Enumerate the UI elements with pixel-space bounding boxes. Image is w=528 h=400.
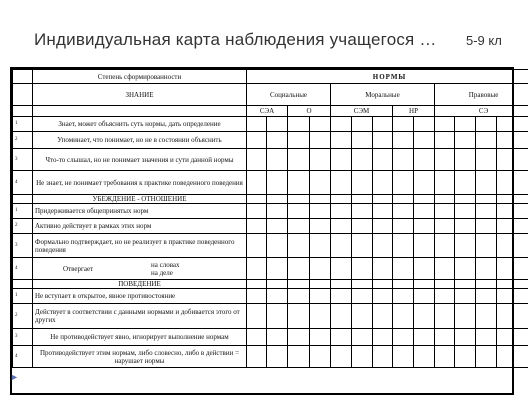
subcol-se: СЭ: [435, 106, 528, 117]
mark-cell: [435, 195, 455, 204]
mark-cell: [435, 234, 455, 258]
mark-cell: [393, 258, 414, 280]
mark-cell: [476, 289, 497, 304]
mark-cell: [267, 219, 288, 234]
mark-cell: [267, 346, 288, 368]
mark-cell: [455, 289, 476, 304]
mark-cell: [476, 258, 497, 280]
row-number: 3: [13, 329, 33, 346]
mark-cell: [352, 280, 373, 289]
group-legal: Правовые: [435, 84, 528, 106]
mark-cell: [373, 346, 393, 368]
mark-cell: [267, 204, 288, 219]
mark-cell: [455, 219, 476, 234]
mark-cell: [288, 195, 310, 204]
mark-cell: [267, 132, 288, 149]
mark-cell: [393, 280, 414, 289]
mark-cell: [247, 195, 267, 204]
mark-cell: [497, 219, 528, 234]
row-label: Не знает, не понимает требования к практике поведенного поведения: [33, 171, 247, 195]
mark-cell: [288, 204, 310, 219]
mark-cell: [435, 132, 455, 149]
mark-cell: [352, 219, 373, 234]
mark-cell: [373, 234, 393, 258]
mark-cell: [414, 171, 435, 195]
mark-cell: [476, 132, 497, 149]
group-social: Социальные: [247, 84, 331, 106]
row-label: Придерживается общепринятых норм: [33, 204, 247, 219]
mark-cell: [497, 171, 528, 195]
mark-cell: [497, 258, 528, 280]
mark-cell: [267, 258, 288, 280]
mark-cell: [497, 346, 528, 368]
mark-cell: [288, 289, 310, 304]
mark-cell: [267, 117, 288, 132]
mark-cell: [288, 304, 310, 329]
mark-cell: [247, 149, 267, 171]
row-label: Действует в соответствии с данными нормами и добивается этого от других: [33, 304, 247, 329]
mark-cell: [393, 149, 414, 171]
mark-cell: [393, 304, 414, 329]
mark-cell: [247, 329, 267, 346]
mark-cell: [497, 132, 528, 149]
mark-cell: [247, 258, 267, 280]
mark-cell: [435, 204, 455, 219]
mark-cell: [373, 195, 393, 204]
mark-cell: [476, 346, 497, 368]
corner-cell: [13, 70, 33, 84]
mark-cell: [435, 171, 455, 195]
mark-cell: [393, 204, 414, 219]
mark-cell: [435, 346, 455, 368]
section-attitude-title: УБЕЖДЕНИЕ - ОТНОШЕНИЕ: [33, 195, 247, 204]
observation-sheet: [10, 67, 514, 395]
mark-cell: [393, 132, 414, 149]
mark-cell: [352, 329, 373, 346]
mark-cell: [414, 195, 435, 204]
row-number: 4: [13, 346, 33, 368]
mark-cell: [393, 346, 414, 368]
mark-cell: [497, 149, 528, 171]
table-row: [13, 329, 528, 346]
mark-cell: [331, 171, 352, 195]
mark-cell: [310, 204, 331, 219]
mark-cell: [331, 329, 352, 346]
level-header: Степень сформированности: [33, 70, 247, 84]
page-title: Индивидуальная карта наблюдения учащегося …: [34, 30, 437, 49]
subcol-sea: СЭА: [247, 106, 288, 117]
mark-cell: [310, 329, 331, 346]
mark-cell: [310, 234, 331, 258]
mark-cell: [476, 171, 497, 195]
row-number: 3: [13, 149, 33, 171]
mark-cell: [455, 234, 476, 258]
mark-cell: [352, 117, 373, 132]
mark-cell: [267, 171, 288, 195]
knowledge-header: ЗНАНИЕ: [33, 84, 247, 106]
corner-cell: [13, 106, 33, 117]
mark-cell: [331, 234, 352, 258]
mark-cell: [476, 149, 497, 171]
mark-cell: [288, 149, 310, 171]
mark-cell: [331, 117, 352, 132]
mark-cell: [288, 280, 310, 289]
mark-cell: [310, 195, 331, 204]
subcol-sem: СЭМ: [331, 106, 393, 117]
mark-cell: [352, 234, 373, 258]
mark-cell: [435, 289, 455, 304]
table-row: [13, 219, 528, 234]
mark-cell: [247, 289, 267, 304]
table-row: [13, 171, 528, 195]
mark-cell: [310, 132, 331, 149]
mark-cell: [455, 304, 476, 329]
mark-cell: [310, 346, 331, 368]
mark-cell: [373, 219, 393, 234]
mark-cell: [267, 234, 288, 258]
mark-cell: [476, 204, 497, 219]
mark-cell: [331, 149, 352, 171]
row-number: 1: [13, 289, 33, 304]
row-number: 1: [13, 117, 33, 132]
row-label: Противодействует этим нормам, либо словесно, либо в действии = нарушает нормы: [33, 346, 247, 368]
mark-cell: [288, 117, 310, 132]
row-label: Упоминает, что понимает, но не в состоянии объяснить: [33, 132, 247, 149]
mark-cell: [247, 234, 267, 258]
row-number: 4: [13, 171, 33, 195]
row-label: Знает, может объяснить суть нормы, дать определение: [33, 117, 247, 132]
mark-cell: [455, 258, 476, 280]
table-row: [13, 117, 528, 132]
mark-cell: [373, 171, 393, 195]
mark-cell: [455, 204, 476, 219]
mark-cell: [288, 258, 310, 280]
group-moral: Моральные: [331, 84, 435, 106]
title-row: [0, 30, 528, 58]
mark-cell: [455, 149, 476, 171]
mark-cell: [247, 280, 267, 289]
mark-cell: [435, 219, 455, 234]
mark-cell: [435, 258, 455, 280]
mark-cell: [435, 329, 455, 346]
mark-cell: [310, 289, 331, 304]
mark-cell: [455, 117, 476, 132]
mark-cell: [414, 346, 435, 368]
mark-cell: [455, 195, 476, 204]
mark-cell: [497, 117, 528, 132]
mark-cell: [476, 195, 497, 204]
mark-cell: [373, 117, 393, 132]
mark-cell: [267, 304, 288, 329]
mark-cell: [331, 289, 352, 304]
mark-cell: [455, 329, 476, 346]
mark-cell: [455, 346, 476, 368]
mark-cell: [476, 304, 497, 329]
table-row: [13, 132, 528, 149]
mark-cell: [435, 149, 455, 171]
row-label: Активно действует в рамках этих норм: [33, 219, 247, 234]
mark-cell: [352, 346, 373, 368]
table-row: [13, 149, 528, 171]
mark-cell: [373, 280, 393, 289]
mark-cell: [247, 171, 267, 195]
table-row: [13, 234, 528, 258]
mark-cell: [435, 304, 455, 329]
table-row: [13, 204, 528, 219]
mark-cell: [331, 258, 352, 280]
mark-cell: [331, 195, 352, 204]
table-row: [13, 289, 528, 304]
corner-cell: [13, 84, 33, 106]
row-label: Что-то слышал, но не понимает значения и сути данной нормы: [33, 149, 247, 171]
blank-cell: [13, 195, 33, 204]
mark-cell: [267, 329, 288, 346]
mark-cell: [310, 219, 331, 234]
mark-cell: [352, 304, 373, 329]
mark-cell: [414, 258, 435, 280]
mark-cell: [414, 117, 435, 132]
mark-cell: [435, 117, 455, 132]
mark-cell: [497, 195, 528, 204]
mark-cell: [310, 304, 331, 329]
mark-cell: [476, 234, 497, 258]
mark-cell: [393, 117, 414, 132]
mark-cell: [414, 329, 435, 346]
mark-cell: [331, 280, 352, 289]
mark-cell: [247, 117, 267, 132]
mark-cell: [393, 329, 414, 346]
mark-cell: [288, 234, 310, 258]
mark-cell: [352, 132, 373, 149]
mark-cell: [373, 132, 393, 149]
mark-cell: [288, 132, 310, 149]
mark-cell: [373, 329, 393, 346]
mark-cell: [352, 258, 373, 280]
mark-cell: [455, 171, 476, 195]
mark-cell: [373, 204, 393, 219]
mark-cell: [373, 258, 393, 280]
row-label: [33, 258, 247, 280]
mark-cell: [331, 204, 352, 219]
subcol-o: О: [288, 106, 331, 117]
mark-cell: [393, 171, 414, 195]
row-number: 2: [13, 304, 33, 329]
mark-cell: [497, 304, 528, 329]
mark-cell: [352, 149, 373, 171]
row-number: 2: [13, 132, 33, 149]
mark-cell: [414, 289, 435, 304]
mark-cell: [414, 280, 435, 289]
norms-header: НОРМЫ: [247, 70, 528, 84]
mark-cell: [247, 219, 267, 234]
mark-cell: [476, 280, 497, 289]
mark-cell: [373, 149, 393, 171]
mark-cell: [267, 149, 288, 171]
mark-cell: [267, 280, 288, 289]
row-number: 1: [13, 204, 33, 219]
row-label: Не противодействует явно, игнорирует выполнение нормам: [33, 329, 247, 346]
row-label: Не вступает в открытое, явное противостояние: [33, 289, 247, 304]
mark-cell: [331, 219, 352, 234]
mark-cell: [331, 304, 352, 329]
mark-cell: [414, 132, 435, 149]
mark-cell: [414, 234, 435, 258]
table-row: [13, 304, 528, 329]
mark-cell: [331, 346, 352, 368]
mark-cell: [247, 346, 267, 368]
mark-cell: [310, 117, 331, 132]
blank-cell: [33, 106, 247, 117]
mark-cell: [393, 219, 414, 234]
mark-cell: [393, 234, 414, 258]
mark-cell: [352, 171, 373, 195]
section-behavior-title: ПОВЕДЕНИЕ: [33, 280, 247, 289]
table-row: [13, 346, 528, 368]
mark-cell: [414, 304, 435, 329]
grade-range: 5-9 кл: [466, 33, 502, 48]
triangle-right-icon[interactable]: ►: [10, 372, 19, 382]
row-label: Формально подтверждает, но не реализует в практике поведенного поведения: [33, 234, 247, 258]
mark-cell: [331, 132, 352, 149]
mark-cell: [310, 280, 331, 289]
in-deed-label: на деле: [151, 268, 173, 277]
row-number: 4: [13, 258, 33, 280]
mark-cell: [393, 195, 414, 204]
mark-cell: [352, 195, 373, 204]
mark-cell: [373, 289, 393, 304]
mark-cell: [414, 149, 435, 171]
observation-table: [12, 69, 528, 368]
mark-cell: [267, 195, 288, 204]
mark-cell: [288, 171, 310, 195]
mark-cell: [455, 132, 476, 149]
row-number: 2: [13, 219, 33, 234]
rejects-label: Отвергает: [63, 264, 94, 273]
mark-cell: [310, 171, 331, 195]
mark-cell: [497, 289, 528, 304]
mark-cell: [267, 289, 288, 304]
mark-cell: [247, 132, 267, 149]
mark-cell: [476, 329, 497, 346]
row-number: 3: [13, 234, 33, 258]
mark-cell: [288, 346, 310, 368]
mark-cell: [288, 329, 310, 346]
mark-cell: [497, 329, 528, 346]
mark-cell: [497, 234, 528, 258]
mark-cell: [476, 117, 497, 132]
mark-cell: [310, 149, 331, 171]
mark-cell: [414, 204, 435, 219]
mark-cell: [247, 204, 267, 219]
mark-cell: [497, 280, 528, 289]
mark-cell: [352, 204, 373, 219]
mark-cell: [352, 289, 373, 304]
blank-cell: [13, 280, 33, 289]
mark-cell: [393, 289, 414, 304]
mark-cell: [310, 258, 331, 280]
subcol-nr: НР: [393, 106, 435, 117]
mark-cell: [435, 280, 455, 289]
mark-cell: [288, 219, 310, 234]
mark-cell: [476, 219, 497, 234]
mark-cell: [373, 304, 393, 329]
mark-cell: [414, 219, 435, 234]
table-row: [13, 258, 528, 280]
mark-cell: [497, 204, 528, 219]
mark-cell: [247, 304, 267, 329]
mark-cell: [455, 280, 476, 289]
in-words-label: на словах: [151, 260, 180, 269]
